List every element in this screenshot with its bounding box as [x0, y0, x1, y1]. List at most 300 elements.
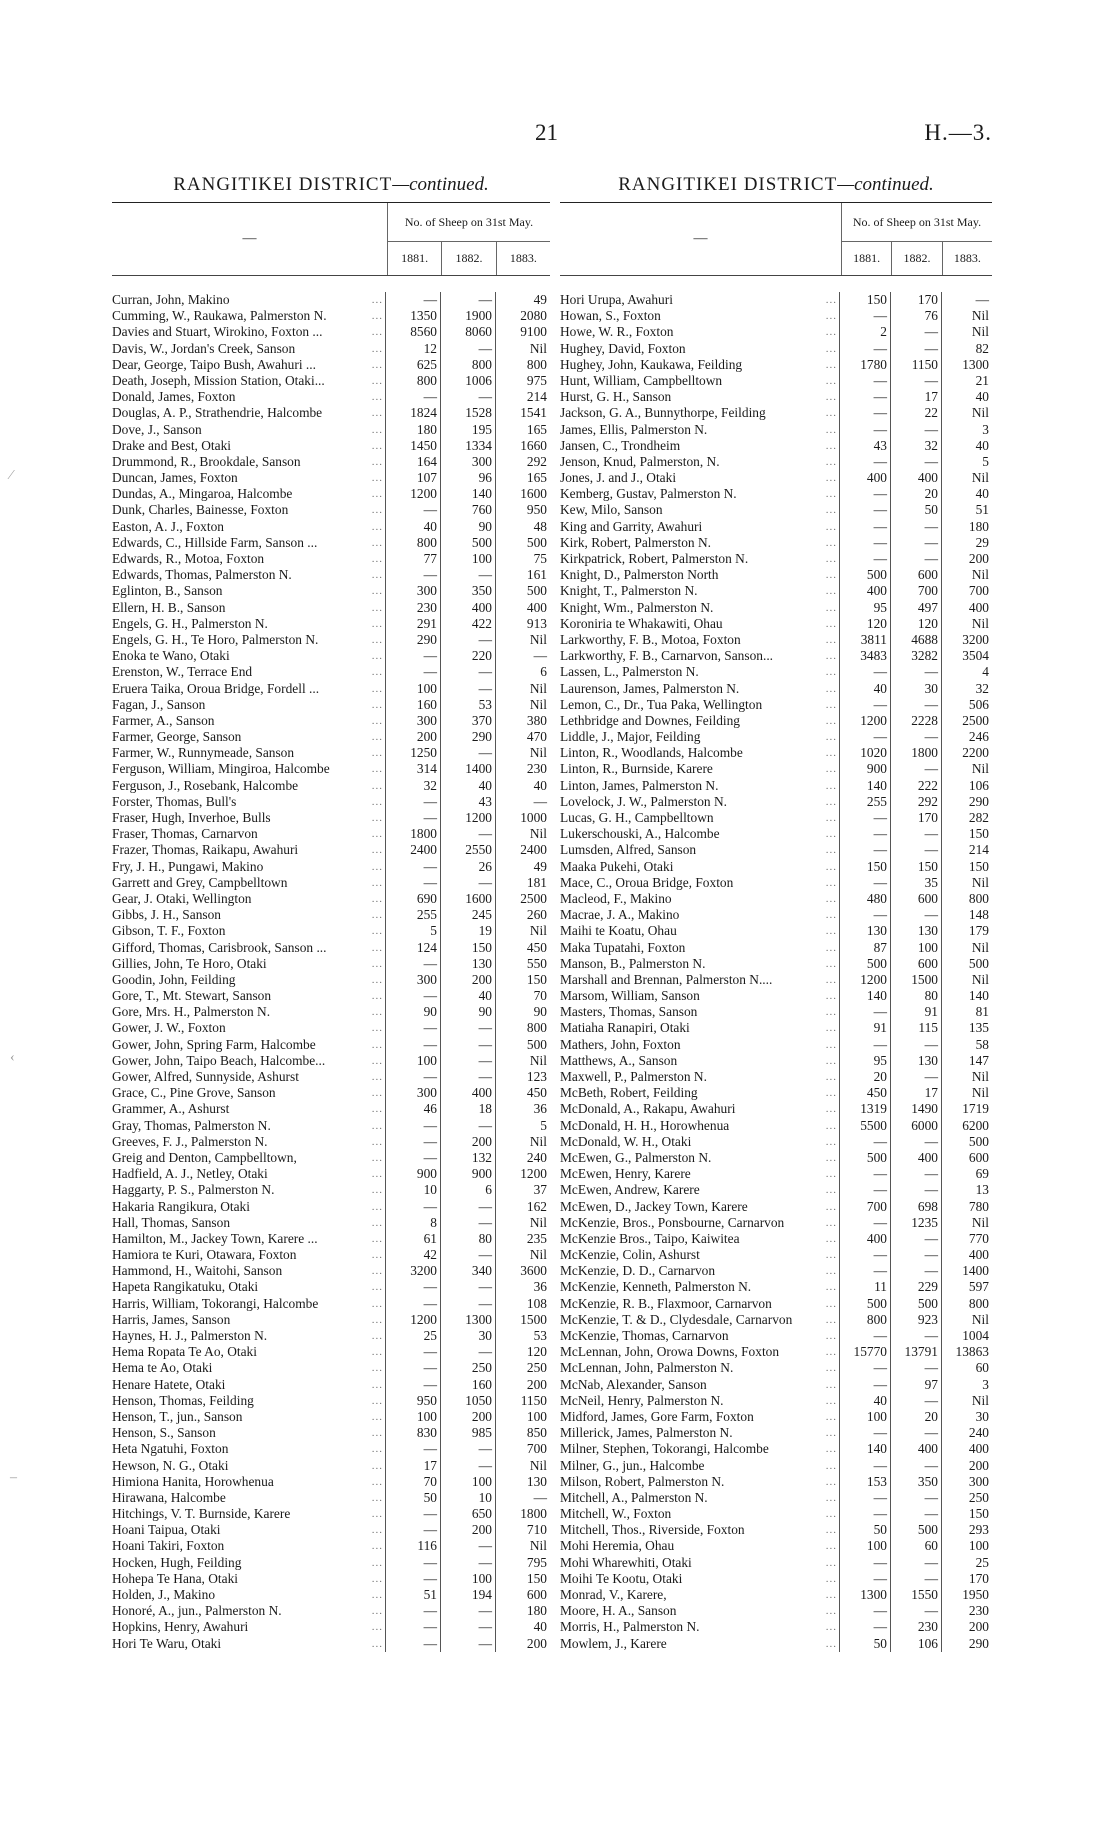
table-row — [560, 1344, 992, 1360]
leader-dots: ... — [825, 1119, 837, 1132]
owner-name: Moore, H. A., Sanson — [560, 1603, 679, 1619]
sheep-1881-cell: 500 — [839, 956, 890, 972]
owner-name: Hunt, William, Campbelltown — [560, 373, 725, 389]
sheep-1882-cell: 194 — [440, 1587, 495, 1603]
sheep-1883-cell: 700 — [941, 583, 992, 599]
sheep-1882-cell: 76 — [890, 308, 941, 324]
owner-cell — [560, 713, 839, 729]
sheep-1881-cell: 700 — [839, 1199, 890, 1215]
leader-dots: ... — [371, 892, 383, 905]
sheep-1881-cell: — — [385, 567, 440, 583]
sheep-1881-cell: 300 — [385, 583, 440, 599]
sheep-1881-cell: 50 — [385, 1490, 440, 1506]
sheep-1883-cell: 1500 — [495, 1312, 550, 1328]
leader-dots: ... — [371, 1362, 383, 1375]
leader-dots: ... — [371, 1491, 383, 1504]
table-row — [112, 373, 550, 389]
owner-cell — [560, 1571, 839, 1587]
owner-name: Knight, D., Palmerston North — [560, 567, 721, 583]
sheep-1882-cell: 43 — [440, 794, 495, 810]
owner-cell — [560, 1182, 839, 1198]
table-row — [560, 1085, 992, 1101]
scan-mark: ‹ — [10, 1050, 15, 1065]
sheep-1882-cell: 500 — [890, 1296, 941, 1312]
sheep-1883-cell: 161 — [495, 567, 550, 583]
sheep-1883-cell: 240 — [495, 1150, 550, 1166]
sheep-1882-cell: 17 — [890, 389, 941, 405]
sheep-1881-cell: 314 — [385, 761, 440, 777]
leader-dots: ... — [825, 1151, 837, 1164]
leader-dots: ... — [371, 536, 383, 549]
leader-dots: ... — [371, 1119, 383, 1132]
owner-name: Linton, R., Woodlands, Halcombe — [560, 745, 746, 761]
sheep-1881-cell: — — [839, 1263, 890, 1279]
sheep-1883-cell: 300 — [941, 1474, 992, 1490]
table-row — [112, 972, 550, 988]
owner-name: Howe, W. R., Foxton — [560, 324, 676, 340]
table-row — [112, 600, 550, 616]
leader-dots: ... — [371, 1054, 383, 1067]
table-row — [112, 842, 550, 858]
leader-dots: ... — [371, 941, 383, 954]
sheep-1883-cell: 162 — [495, 1199, 550, 1215]
sheep-1882-cell: 17 — [890, 1085, 941, 1101]
owner-name: Mowlem, J., Karere — [560, 1636, 670, 1652]
table-row — [560, 1425, 992, 1441]
owner-cell — [560, 1538, 839, 1554]
owner-name: Grammer, A., Ashurst — [112, 1101, 232, 1117]
table-row — [560, 551, 992, 567]
sheep-1882-cell: 140 — [440, 486, 495, 502]
sheep-1881-cell: 500 — [839, 1296, 890, 1312]
leader-dots: ... — [371, 1330, 383, 1342]
owner-cell — [560, 681, 839, 697]
sheep-1881-cell: 130 — [839, 923, 890, 939]
sheep-1882-cell: 220 — [440, 648, 495, 664]
leader-dots: ... — [371, 1168, 383, 1181]
sheep-1881-cell: 3200 — [385, 1263, 440, 1279]
table-row — [112, 778, 550, 794]
sheep-1881-cell: — — [385, 1344, 440, 1360]
left-column-title — [112, 172, 550, 198]
leader-dots: ... — [825, 391, 837, 404]
owner-name: Monrad, V., Karere, — [560, 1587, 670, 1603]
owner-cell — [560, 583, 839, 599]
owner-name: Hirawana, Halcombe — [112, 1490, 229, 1506]
sheep-1883-cell: 975 — [495, 373, 550, 389]
owner-cell — [560, 519, 839, 535]
owner-name: Eglinton, B., Sanson — [112, 583, 225, 599]
owner-cell — [112, 1004, 385, 1020]
owner-cell — [112, 1571, 385, 1587]
table-row — [112, 761, 550, 777]
owner-name: Hema te Ao, Otaki — [112, 1360, 215, 1376]
owner-cell — [112, 778, 385, 794]
owner-cell — [560, 535, 839, 551]
table-row — [560, 535, 992, 551]
leader-dots: ... — [371, 1022, 383, 1035]
sheep-1882-cell: — — [440, 1215, 495, 1231]
owner-name: McNab, Alexander, Sanson — [560, 1377, 710, 1393]
table-row — [112, 470, 550, 486]
sheep-1882-cell: 26 — [440, 859, 495, 875]
owner-name: Kew, Milo, Sanson — [560, 502, 666, 518]
sheep-1883-cell: 235 — [495, 1231, 550, 1247]
owner-cell — [560, 1328, 839, 1344]
leader-dots: ... — [825, 423, 837, 436]
table-row — [112, 519, 550, 535]
sheep-1883-cell: 36 — [495, 1279, 550, 1295]
owner-cell — [560, 826, 839, 842]
sheep-1883-cell: 3 — [941, 1377, 992, 1393]
sheep-1882-cell: — — [890, 519, 941, 535]
right-header-year-1882: 1882. — [891, 242, 941, 275]
table-row — [112, 389, 550, 405]
leader-dots: ... — [825, 795, 837, 808]
sheep-1882-cell: 170 — [890, 810, 941, 826]
sheep-1882-cell: 500 — [890, 1522, 941, 1538]
leader-dots: ... — [825, 1281, 837, 1294]
table-row — [112, 486, 550, 502]
table-row — [560, 778, 992, 794]
leader-dots: ... — [825, 779, 837, 792]
leader-dots: ... — [825, 1459, 837, 1472]
sheep-1883-cell: 400 — [941, 1247, 992, 1263]
leader-dots: ... — [371, 439, 383, 452]
sheep-1881-cell: 95 — [839, 600, 890, 616]
sheep-1882-cell: 923 — [890, 1312, 941, 1328]
owner-cell — [560, 1199, 839, 1215]
sheep-1881-cell: — — [385, 1619, 440, 1635]
sheep-1881-cell: 40 — [839, 681, 890, 697]
sheep-1882-cell: 400 — [890, 1441, 941, 1457]
sheep-1881-cell: 91 — [839, 1020, 890, 1036]
leader-dots: ... — [371, 698, 383, 711]
leader-dots: ... — [825, 1524, 837, 1537]
sheep-1882-cell: 150 — [440, 940, 495, 956]
owner-name: Easton, A. J., Foxton — [112, 519, 227, 535]
owner-name: Macrae, J. A., Makino — [560, 907, 682, 923]
owner-cell — [112, 1587, 385, 1603]
owner-cell — [560, 778, 839, 794]
sheep-1883-cell: 800 — [941, 1296, 992, 1312]
sheep-1883-cell: 49 — [495, 292, 550, 308]
sheep-1883-cell: 6200 — [941, 1118, 992, 1134]
table-row — [560, 810, 992, 826]
sheep-1881-cell: 690 — [385, 891, 440, 907]
sheep-1883-cell: 5 — [495, 1118, 550, 1134]
sheep-1881-cell: — — [839, 1571, 890, 1587]
sheep-1883-cell: Nil — [941, 405, 992, 421]
owner-name: Gower, J. W., Foxton — [112, 1020, 229, 1036]
leader-dots: ... — [371, 1184, 383, 1197]
sheep-1883-cell: 1541 — [495, 405, 550, 421]
leader-dots: ... — [825, 1556, 837, 1569]
sheep-1882-cell: 290 — [440, 729, 495, 745]
sheep-1883-cell: 170 — [941, 1571, 992, 1587]
leader-dots: ... — [371, 472, 383, 485]
sheep-1882-cell: 170 — [890, 292, 941, 308]
table-row — [560, 1118, 992, 1134]
owner-cell — [112, 1053, 385, 1069]
sheep-1883-cell: 1200 — [495, 1166, 550, 1182]
owner-name: Marsom, William, Sanson — [560, 988, 703, 1004]
sheep-1882-cell: — — [440, 1199, 495, 1215]
sheep-1881-cell: — — [839, 519, 890, 535]
sheep-1883-cell: 795 — [495, 1555, 550, 1571]
owner-cell — [560, 632, 839, 648]
sheep-1881-cell: 87 — [839, 940, 890, 956]
owner-cell — [560, 1441, 839, 1457]
sheep-1882-cell: — — [890, 535, 941, 551]
leader-dots: ... — [825, 1297, 837, 1310]
sheep-1881-cell: 3811 — [839, 632, 890, 648]
table-row — [112, 923, 550, 939]
owner-cell — [112, 1279, 385, 1295]
table-row — [560, 502, 992, 518]
table-row — [112, 1409, 550, 1425]
owner-cell — [112, 697, 385, 713]
sheep-1882-cell: 300 — [440, 454, 495, 470]
leader-dots: ... — [825, 1022, 837, 1035]
leader-dots: ... — [371, 1232, 383, 1245]
sheep-1882-cell: — — [890, 1247, 941, 1263]
sheep-1883-cell: 2080 — [495, 308, 550, 324]
owner-name: Moihi Te Kootu, Otaki — [560, 1571, 685, 1587]
table-row — [112, 1085, 550, 1101]
owner-cell — [560, 1312, 839, 1328]
leader-dots: ... — [825, 973, 837, 986]
sheep-1882-cell: 200 — [440, 1134, 495, 1150]
table-row — [112, 729, 550, 745]
leader-dots: ... — [825, 763, 837, 776]
table-row — [112, 1328, 550, 1344]
leader-dots: ... — [825, 1362, 837, 1375]
sheep-1883-cell: 282 — [941, 810, 992, 826]
table-row — [560, 422, 992, 438]
leader-dots: ... — [371, 391, 383, 404]
owner-name: Knight, Wm., Palmerston N. — [560, 600, 716, 616]
sheep-1883-cell: 106 — [941, 778, 992, 794]
sheep-1881-cell: — — [385, 1279, 440, 1295]
sheep-1882-cell: 200 — [440, 1522, 495, 1538]
sheep-1882-cell: 132 — [440, 1150, 495, 1166]
owner-cell — [560, 1474, 839, 1490]
owner-name: Cumming, W., Raukawa, Palmerston N. — [112, 308, 330, 324]
sheep-1883-cell: Nil — [495, 1134, 550, 1150]
owner-cell — [560, 1166, 839, 1182]
owner-name: Larkworthy, F. B., Motoa, Foxton — [560, 632, 744, 648]
sheep-1881-cell: 43 — [839, 438, 890, 454]
leader-dots: ... — [371, 1540, 383, 1553]
leader-dots: ... — [825, 747, 837, 760]
owner-name: Mitchell, Thos., Riverside, Foxton — [560, 1522, 748, 1538]
sheep-1882-cell: 229 — [890, 1279, 941, 1295]
owner-cell — [560, 810, 839, 826]
sheep-1881-cell: — — [839, 1182, 890, 1198]
table-row — [112, 1279, 550, 1295]
sheep-1883-cell: 150 — [941, 826, 992, 842]
owner-name: Heta Ngatuhi, Foxton — [112, 1441, 231, 1457]
owner-name: Hocken, Hugh, Feilding — [112, 1555, 244, 1571]
sheep-1882-cell: — — [890, 1263, 941, 1279]
owner-name: Jenson, Knud, Palmerston, N. — [560, 454, 723, 470]
sheep-1881-cell: — — [385, 810, 440, 826]
owner-name: McLennan, John, Palmerston N. — [560, 1360, 736, 1376]
sheep-1881-cell: 15770 — [839, 1344, 890, 1360]
owner-cell — [112, 1215, 385, 1231]
table-row — [112, 891, 550, 907]
owner-cell — [112, 907, 385, 923]
sheep-1881-cell: 900 — [385, 1166, 440, 1182]
right-header-name: — — [693, 231, 708, 246]
table-row — [560, 519, 992, 535]
sheep-1881-cell: — — [839, 1458, 890, 1474]
table-row — [560, 1053, 992, 1069]
sheep-1882-cell: — — [440, 1555, 495, 1571]
owner-cell — [560, 292, 839, 308]
leader-dots: ... — [825, 957, 837, 970]
sheep-1883-cell: 9100 — [495, 324, 550, 340]
leader-dots: ... — [371, 374, 383, 387]
leader-dots: ... — [825, 1249, 837, 1262]
owner-cell — [560, 1458, 839, 1474]
owner-cell — [560, 1360, 839, 1376]
sheep-1881-cell: 400 — [839, 583, 890, 599]
owner-cell — [112, 454, 385, 470]
sheep-1881-cell: — — [839, 551, 890, 567]
leader-dots: ... — [371, 1589, 383, 1601]
sheep-1881-cell: 50 — [839, 1522, 890, 1538]
owner-name: Hopkins, Henry, Awahuri — [112, 1619, 251, 1635]
sheep-1881-cell: — — [385, 1441, 440, 1457]
owner-name: Farmer, A., Sanson — [112, 713, 218, 729]
leader-dots: ... — [825, 1330, 837, 1342]
sheep-1882-cell: 130 — [890, 1053, 941, 1069]
sheep-1881-cell: — — [839, 341, 890, 357]
table-row — [112, 1101, 550, 1117]
owner-name: Mitchell, W., Foxton — [560, 1506, 674, 1522]
owner-cell — [560, 842, 839, 858]
sheep-1882-cell: 370 — [440, 713, 495, 729]
leader-dots: ... — [825, 310, 837, 323]
leader-dots: ... — [825, 1378, 837, 1391]
sheep-1882-cell: — — [890, 729, 941, 745]
sheep-1882-cell: 340 — [440, 1263, 495, 1279]
leader-dots: ... — [825, 682, 837, 695]
owner-cell — [112, 616, 385, 632]
table-row — [112, 1393, 550, 1409]
owner-name: Ferguson, William, Mingiroa, Halcombe — [112, 761, 333, 777]
owner-cell — [112, 1425, 385, 1441]
owner-cell — [560, 1393, 839, 1409]
sheep-1883-cell: — — [495, 648, 550, 664]
table-row — [560, 1166, 992, 1182]
leader-dots: ... — [371, 909, 383, 922]
table-row — [560, 1312, 992, 1328]
sheep-1881-cell: — — [839, 826, 890, 842]
sheep-1882-cell: 195 — [440, 422, 495, 438]
sheep-1883-cell: 60 — [941, 1360, 992, 1376]
sheep-1882-cell: 8060 — [440, 324, 495, 340]
sheep-1882-cell: 3282 — [890, 648, 941, 664]
owner-cell — [560, 373, 839, 389]
owner-name: Gifford, Thomas, Carisbrook, Sanson ... — [112, 940, 330, 956]
owner-cell — [112, 486, 385, 502]
leader-dots: ... — [371, 763, 383, 776]
owner-name: Dove, J., Sanson — [112, 422, 205, 438]
leader-dots: ... — [371, 326, 383, 339]
leader-dots: ... — [371, 617, 383, 630]
leader-dots: ... — [371, 957, 383, 970]
leader-dots: ... — [825, 374, 837, 387]
sheep-1881-cell: 61 — [385, 1231, 440, 1247]
leader-dots: ... — [371, 1475, 383, 1488]
table-row — [112, 292, 550, 308]
right-header-years — [842, 242, 992, 275]
sheep-1882-cell: 400 — [440, 1085, 495, 1101]
sheep-1882-cell: 35 — [890, 875, 941, 891]
leader-dots: ... — [825, 714, 837, 727]
leader-dots: ... — [825, 504, 837, 517]
left-header-sheep-group — [387, 203, 550, 275]
leader-dots: ... — [825, 472, 837, 485]
owner-cell — [112, 1458, 385, 1474]
table-row — [560, 1263, 992, 1279]
table-row — [560, 373, 992, 389]
owner-name: Hakaria Rangikura, Otaki — [112, 1199, 253, 1215]
owner-cell — [560, 551, 839, 567]
table-row — [560, 1360, 992, 1376]
table-row — [560, 600, 992, 616]
owner-name: Maka Tupatahi, Foxton — [560, 940, 688, 956]
table-row — [560, 1555, 992, 1571]
sheep-1883-cell: 700 — [495, 1441, 550, 1457]
sheep-1882-cell: — — [890, 1037, 941, 1053]
table-row — [560, 1490, 992, 1506]
owner-cell — [560, 454, 839, 470]
owner-cell — [560, 745, 839, 761]
owner-cell — [560, 1134, 839, 1150]
owner-name: Henson, T., jun., Sanson — [112, 1409, 245, 1425]
leader-dots: ... — [825, 828, 837, 841]
sheep-1882-cell: 80 — [440, 1231, 495, 1247]
table-row — [560, 389, 992, 405]
table-row — [560, 1134, 992, 1150]
sheep-1883-cell: 3 — [941, 422, 992, 438]
sheep-1881-cell: — — [839, 1037, 890, 1053]
sheep-1883-cell: 13863 — [941, 1344, 992, 1360]
owner-name: Lukerschouski, A., Halcombe — [560, 826, 723, 842]
table-row — [560, 1603, 992, 1619]
sheep-1881-cell: — — [385, 1636, 440, 1652]
scan-mark: – — [10, 1470, 17, 1485]
owner-cell — [560, 1247, 839, 1263]
table-row — [112, 1215, 550, 1231]
sheep-1882-cell: — — [890, 1458, 941, 1474]
sheep-1882-cell: — — [890, 1182, 941, 1198]
owner-cell — [560, 600, 839, 616]
table-row — [112, 1603, 550, 1619]
table-row — [560, 583, 992, 599]
sheep-1882-cell: 222 — [890, 778, 941, 794]
sheep-1882-cell: 80 — [890, 988, 941, 1004]
sheep-1881-cell: — — [839, 697, 890, 713]
owner-cell — [560, 1069, 839, 1085]
owner-cell — [112, 1231, 385, 1247]
right-table-body — [560, 292, 992, 1652]
sheep-1883-cell: 600 — [941, 1150, 992, 1166]
